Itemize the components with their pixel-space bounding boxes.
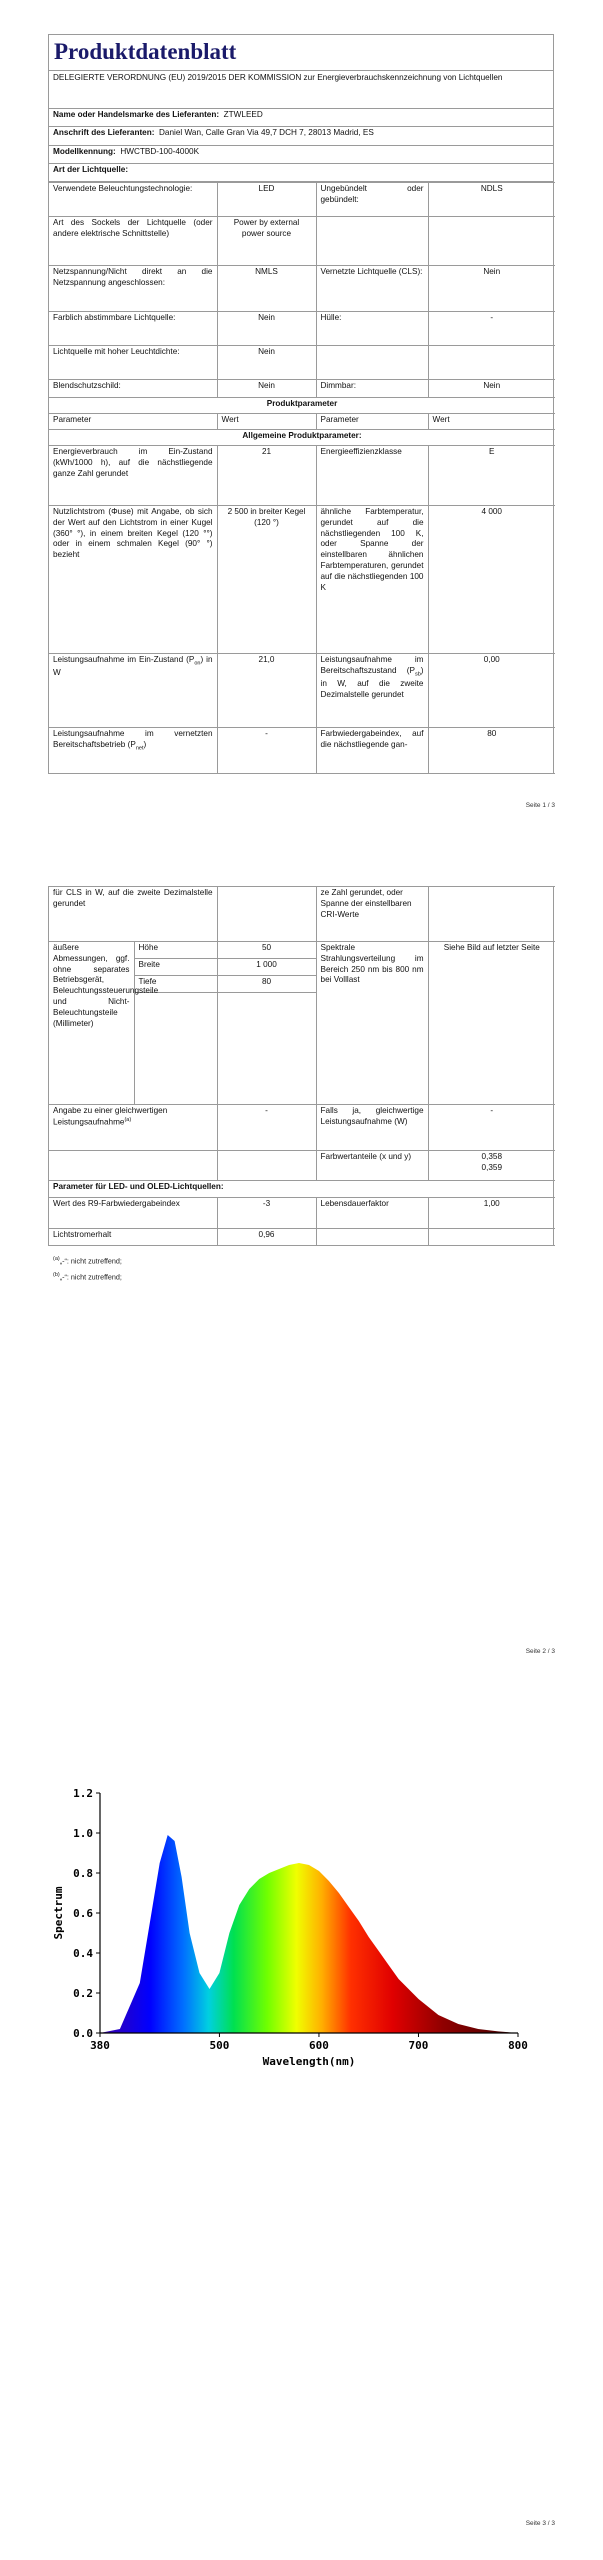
continued-row [49,887,555,942]
y-axis-label: Spectrum [52,1886,65,1940]
lifetime-factor-label: Lebensdauerfaktor [316,1198,428,1229]
datasheet-table-page-1 [48,34,554,774]
general-param: Energieverbrauch im Ein-Zustand (kWh/1000 h), auf die nächstliegende ganze Zahl gerundet [49,446,217,506]
chromaticity-y: 0,359 [481,1162,503,1172]
general-value: 2 500 in breiter Kegel (120 °) [217,506,316,654]
general-param: Leistungsaufnahme im Ein-Zustand $(P_{on})$ in W [49,654,217,728]
general-param: Energieeffizienzklasse [316,446,428,506]
dimension-name: Höhe [134,942,217,959]
address-value: Daniel Wan, Calle Gran Via 49,7 DCH 7, 28013 Madrid, ES [159,128,374,137]
dimension-name [134,993,217,1105]
led-params-header [49,1181,555,1198]
type-value: - [428,312,555,346]
type-param: Lichtquelle mit hoher Leuchtdichte: [49,346,217,380]
type-value: Nein [217,380,316,398]
dimension-name: Breite [134,959,217,976]
chromaticity-values [428,1151,555,1181]
type-row [49,266,555,312]
general-param: Leistungsaufnahme im vernetzten Bereitschaftsbetrieb $(P_{net})$ [49,728,217,774]
type-param: Farblich abstimmbare Lichtquelle: [49,312,217,346]
general-row [49,654,555,728]
type-param: Art des Sockels der Lichtquelle (oder andere elektrische Schnittstelle) [49,217,217,266]
general-row [49,446,555,506]
dimension-value: 50 [217,942,316,959]
model-row [49,146,553,164]
general-row [49,506,555,654]
column-header-parameter: Parameter [49,414,217,430]
equivalent-power-value: - [428,1105,555,1151]
type-value: NMLS [217,266,316,312]
page-1 [0,0,603,820]
y-tick-label: 1.2 [73,1787,93,1800]
spectral-value: Siehe Bild auf letzter Seite [428,942,555,1105]
title-row [49,35,553,71]
general-param: Nutzlichtstrom (Φuse) mit Angabe, ob sich der Wert auf den Lichtstrom in einer Kugel (360° °), in einem breiten Kegel (120 °°) oder in einem schmalen Kegel (90° °) bezieht [49,506,217,654]
type-row [49,346,555,380]
type-param [316,346,428,380]
type-param [316,217,428,266]
product-params-header [49,398,555,414]
footnote-a: $^{(a)}$„-“: nicht zutreffend; [53,1256,122,1266]
general-value: E [428,446,555,506]
page-3 [0,1670,603,2560]
type-value: Nein [428,380,555,398]
equivalent-power-label: Falls ja, gleichwertige Leistungsaufnahme (W) [316,1105,428,1151]
address-label: Anschrift des Lieferanten: [53,128,155,137]
type-value: Power by external power source [217,217,316,266]
general-value: 4 000 [428,506,555,654]
spectrum-plot-area [52,1787,528,2068]
dimension-value: 80 [217,976,316,993]
type-param: Blendschutzschild: [49,380,217,398]
r9-label: Wert des R9-Farbwiedergabeindex [49,1198,217,1229]
page-number: Seite 2 / 3 [525,1648,555,1655]
spectrum-area [100,1835,518,2033]
general-params-header [49,430,555,446]
type-value: LED [217,183,316,217]
y-tick-label: 0.0 [73,2027,93,2040]
type-row [49,380,555,398]
model-label: Modellkennung: [53,147,116,156]
type-row [49,217,555,266]
general-value: 0,00 [428,654,555,728]
equivalent-label: Angabe zu einer gleichwertigen Leistungsaufnahme$^{(a)}$ [49,1105,217,1151]
r9-value: -3 [217,1198,316,1229]
spectral-label: Spektrale Strahlungsverteilung im Bereich 250 nm bis 800 nm bei Volllast [316,942,428,1105]
type-param: Ungebündelt oder gebündelt: [316,183,428,217]
type-param: Verwendete Beleuchtungstechnologie: [49,183,217,217]
type-value: NDLS [428,183,555,217]
type-value [428,346,555,380]
chromaticity-x: 0,358 [481,1152,503,1161]
continued-value [217,887,316,942]
type-value [428,217,555,266]
y-tick-label: 1.0 [73,1827,93,1840]
supplier-value: ZTWLEED [223,110,263,119]
chromaticity-row [49,1151,555,1181]
column-header-value: Wert [217,414,316,430]
x-tick-label: 600 [309,2039,329,2052]
chromaticity-label: Farbwertanteile (x und y) [316,1151,428,1181]
continued-param: für CLS in W, auf die zweite Dezimalstelle gerundet [49,887,217,942]
y-tick-label: 0.6 [73,1907,93,1920]
page-2 [0,820,603,1670]
x-axis-label: Wavelength(nm) [262,2055,356,2068]
type-row [49,312,555,346]
general-param: Leistungsaufnahme im Bereitschaftszustand $(P_{sb})$ in W, auf die zweite Dezimalstelle gerundet [316,654,428,728]
led-params-title: Parameter für LED- und OLED-Lichtquellen: [49,1181,555,1198]
model-value: HWCTBD-100-4000K [120,147,200,156]
type-value: Nein [428,266,555,312]
maintenance-value: 0,96 [217,1229,316,1246]
y-tick-label: 0.8 [73,1867,93,1880]
type-value: Nein [217,346,316,380]
page-title: Produktdatenblatt [54,39,237,64]
footnote-b: $^{(b)}$„-“: nicht zutreffend; [53,1272,122,1282]
light-source-type-header: Art der Lichtquelle: [49,164,553,182]
x-tick-label: 800 [508,2039,528,2052]
column-header-value: Wert [428,414,555,430]
page-number: Seite 3 / 3 [525,2520,555,2527]
x-tick-label: 700 [408,2039,429,2052]
maintenance-row [49,1229,555,1246]
dims-row [49,942,555,959]
continued-params-table [49,886,555,1246]
page-number: Seite 1 / 3 [525,802,555,809]
type-row [49,183,555,217]
light-source-type-table [49,182,555,774]
supplier-label: Name oder Handelsmarke des Lieferanten: [53,110,220,119]
general-row [49,728,555,774]
lifetime-factor-value: 1,00 [428,1198,555,1229]
dimension-value [217,993,316,1105]
product-params-title: Produktparameter [49,398,555,414]
supplier-row [49,109,553,127]
type-value: Nein [217,312,316,346]
dimension-value: 1 000 [217,959,316,976]
type-param: Netzspannung/Nicht direkt an die Netzspannung angeschlossen: [49,266,217,312]
column-header-parameter: Parameter [316,414,428,430]
y-tick-label: 0.4 [73,1947,93,1960]
general-param: Farbwiedergabeindex, auf die nächstliegende gan- [316,728,428,774]
equivalent-value: - [217,1105,316,1151]
general-value: 21,0 [217,654,316,728]
x-tick-label: 500 [209,2039,230,2052]
address-row [49,127,553,146]
spectrum-chart [48,1765,554,2085]
regulation-intro: DELEGIERTE VERORDNUNG (EU) 2019/2015 DER KOMMISSION zur Energieverbrauchskennzeichnung von Lichtquellen [49,71,553,109]
general-value: 80 [428,728,555,774]
r9-row [49,1198,555,1229]
general-param: ähnliche Farbtemperatur, gerundet auf die nächstliegenden 100 K, oder Spanne der einstellbaren ähnlichen Farbtemperaturen, gerundet auf die nächstliegenden 100 K [316,506,428,654]
dimensions-label: äußere Abmessungen, ggf. ohne separates Betriebsgerät, Beleuchtungssteuerungsteile und Nicht-Beleuchtungsteile (Millimeter) [49,942,134,1105]
datasheet-table-page-2 [48,886,554,1246]
type-param: Hülle: [316,312,428,346]
continued-value [428,887,555,942]
spectrum-svg [48,1765,554,2085]
dimension-name: Tiefe [134,976,217,993]
column-header-row [49,414,555,430]
general-value: - [217,728,316,774]
general-value: 21 [217,446,316,506]
x-tick-label: 380 [90,2039,110,2052]
equivalent-power-row [49,1105,555,1151]
continued-param: ze Zahl gerundet, oder Spanne der einstellbaren CRI-Werte [316,887,428,942]
type-param: Dimmbar: [316,380,428,398]
general-params-title: Allgemeine Produktparameter: [49,430,555,446]
type-param: Vernetzte Lichtquelle (CLS): [316,266,428,312]
y-tick-label: 0.2 [73,1987,93,2000]
maintenance-label: Lichtstromerhalt [49,1229,217,1246]
